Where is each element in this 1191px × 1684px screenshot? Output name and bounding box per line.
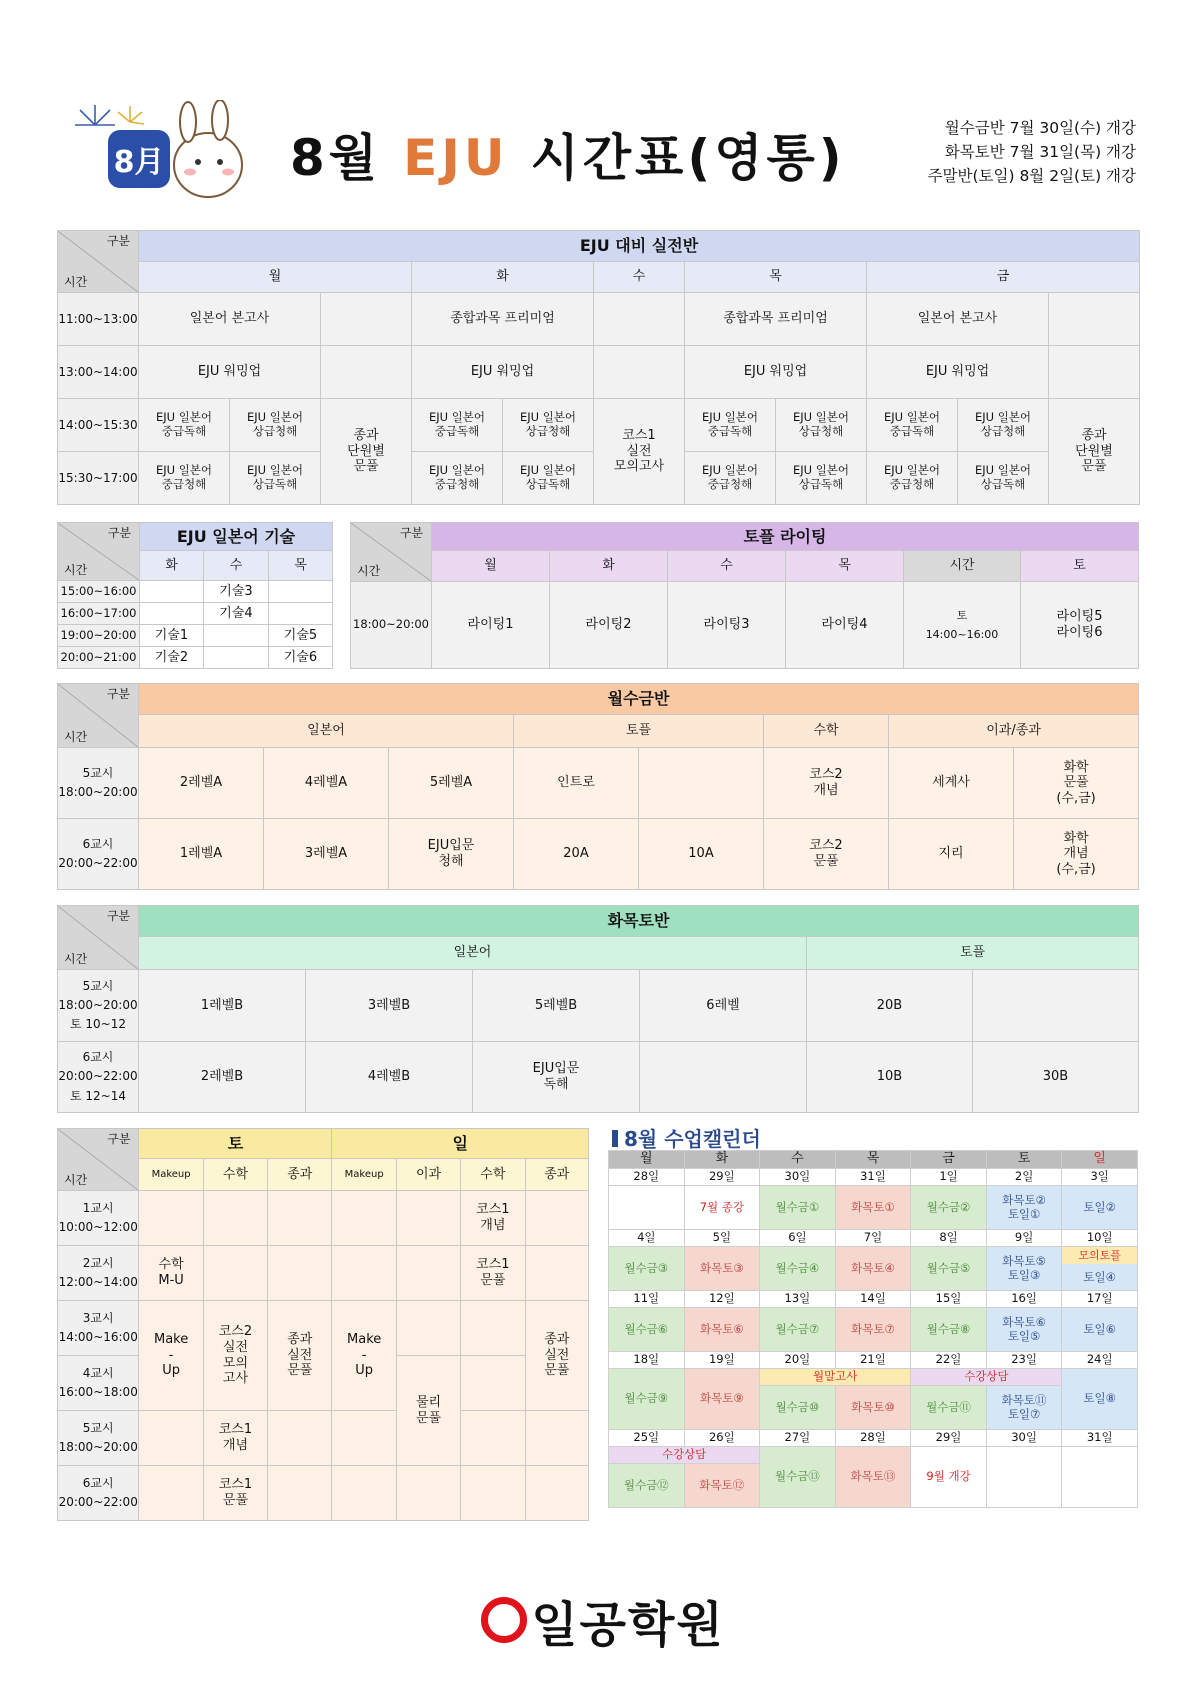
corner-cell [58, 684, 139, 748]
date-label: 28일 [609, 1169, 685, 1186]
date-label: 27일 [760, 1430, 836, 1447]
day-header: 시간 [904, 551, 1021, 582]
date-label: 24일 [1062, 1352, 1138, 1369]
weekday-header: 일 [1062, 1151, 1138, 1169]
day-header: 월 [432, 551, 550, 582]
class-cell: 라이팅5 라이팅6 [1021, 582, 1139, 669]
empty-cell [268, 1246, 332, 1301]
empty-cell [1049, 346, 1140, 399]
table-title: EJU 일본어 기술 [140, 523, 333, 551]
weekday-header: 월 [609, 1151, 685, 1169]
class-cell: 1레벨B [139, 970, 306, 1042]
august-calendar [608, 1150, 1138, 1508]
class-cell: EJU 일본어 상급독해 [230, 452, 321, 505]
class-cell: 물리 문풀 [396, 1356, 460, 1466]
date-label: 29일 [911, 1430, 987, 1447]
sigan-label: 시간 [64, 951, 88, 966]
calendar-cell: 토일⑥ [1062, 1308, 1138, 1352]
date-label: 16일 [986, 1291, 1062, 1308]
weekday-header: 목 [835, 1151, 911, 1169]
empty-cell [525, 1411, 588, 1466]
corner-cell [58, 1129, 139, 1191]
table-title: 화목토반 [139, 906, 1139, 937]
class-cell: Make - Up [139, 1301, 203, 1411]
sub-header: Makeup [332, 1159, 396, 1191]
calendar-cell: 토일⑧ [1062, 1369, 1138, 1430]
empty-cell [140, 581, 204, 603]
class-cell: 3레벨B [306, 970, 473, 1042]
class-cell: EJU 일본어 중급청해 [685, 452, 776, 505]
empty-cell [139, 1191, 203, 1246]
class-cell: EJU 일본어 상급청해 [776, 399, 867, 452]
calendar-cell: 월수금⑪ [911, 1386, 987, 1430]
time-cell: 4교시 16:00~18:00 [58, 1356, 139, 1411]
empty-cell [203, 1246, 267, 1301]
date-label: 14일 [835, 1291, 911, 1308]
date-label: 21일 [835, 1352, 911, 1369]
empty-cell [525, 1246, 588, 1301]
empty-cell [332, 1191, 396, 1246]
empty-cell [396, 1191, 460, 1246]
calendar-cell: 월수금⑧ [911, 1308, 987, 1352]
calendar-cell: 월수금② [911, 1186, 987, 1230]
sub-header: 종과 [268, 1159, 332, 1191]
time-cell: 1교시 10:00~12:00 [58, 1191, 139, 1246]
corner-cell [58, 523, 140, 581]
class-cell: 화학 개념 (수,금) [1014, 819, 1139, 890]
class-cell: 기술5 [269, 625, 333, 647]
day-header: 수 [204, 551, 269, 581]
date-label: 19일 [684, 1352, 760, 1369]
day-header: 화 [140, 551, 204, 581]
title-suffix: 시간표(영통) [530, 129, 846, 187]
date-label: 18일 [609, 1352, 685, 1369]
calendar-cell: 7월 종강 [684, 1186, 760, 1230]
time-cell: 6교시 20:00~22:00 [58, 819, 139, 890]
empty-cell [139, 1411, 203, 1466]
day-header: 금 [867, 262, 1140, 293]
firework-icon [75, 105, 115, 125]
calendar-cell: 월수금① [760, 1186, 836, 1230]
month-exam-banner: 월말고사 [760, 1369, 911, 1386]
date-label: 26일 [684, 1430, 760, 1447]
eju-practice-table [57, 230, 1140, 505]
sub-header: Makeup [139, 1159, 203, 1191]
class-cell: 2레벨A [139, 748, 264, 819]
time-cell: 14:00~15:30 [58, 399, 139, 452]
class-cell: EJU 워밍업 [867, 346, 1049, 399]
calendar-cell: 화목토⑫ [684, 1464, 760, 1508]
date-label: 30일 [760, 1169, 836, 1186]
time-cell: 5교시 18:00~20:00 [58, 1411, 139, 1466]
class-cell: 3레벨A [264, 819, 389, 890]
class-cell: EJU 워밍업 [139, 346, 321, 399]
class-cell: EJU 일본어 상급독해 [503, 452, 594, 505]
class-cell: 4레벨A [264, 748, 389, 819]
corner-cell [58, 231, 139, 293]
empty-cell [203, 1191, 267, 1246]
calendar-cell [1062, 1247, 1138, 1291]
empty-cell [461, 1356, 525, 1411]
calendar-cell [986, 1447, 1062, 1508]
class-cell [639, 748, 764, 819]
class-cell: 종합과목 프리미엄 [412, 293, 594, 346]
class-cell: 일본어 본고사 [139, 293, 321, 346]
class-cell: 10B [807, 1042, 973, 1113]
calendar-cell: 월수금⑫ [609, 1464, 685, 1508]
sub-header: 이과 [396, 1159, 460, 1191]
class-cell: 4레벨B [306, 1042, 473, 1113]
calendar-cell: 화목토⑪ 토일⑦ [986, 1386, 1062, 1430]
date-label: 25일 [609, 1430, 685, 1447]
class-cell: EJU 일본어 중급청해 [412, 452, 503, 505]
class-cell: 세계사 [889, 748, 1014, 819]
class-cell: 코스2 개념 [764, 748, 889, 819]
date-label: 17일 [1062, 1291, 1138, 1308]
sun-header: 일 [332, 1129, 589, 1159]
calendar-cell: 월수금⑥ [609, 1308, 685, 1352]
title-eju: EJU [403, 129, 509, 187]
subject-header: 토플 [807, 937, 1139, 970]
sigan-label: 시간 [64, 562, 88, 577]
corner-cell [351, 523, 432, 582]
gubun-label: 구분 [106, 909, 130, 923]
month-badge-logo [60, 100, 250, 210]
empty-cell [332, 1246, 396, 1301]
gubun-label: 구분 [107, 1132, 131, 1146]
class-cell: EJU입문 독해 [473, 1042, 640, 1113]
logo-circle-icon [481, 1597, 527, 1643]
class-cell: EJU 일본어 상급청해 [958, 399, 1049, 452]
time-cell: 6교시 20:00~22:00 토 12~14 [58, 1042, 139, 1113]
class-cell: EJU 일본어 상급독해 [958, 452, 1049, 505]
date-label: 13일 [760, 1291, 836, 1308]
date-label: 1일 [911, 1169, 987, 1186]
date-label: 2일 [986, 1169, 1062, 1186]
time-cell: 2교시 12:00~14:00 [58, 1246, 139, 1301]
calendar-cell: 화목토③ [684, 1247, 760, 1291]
calendar-cell: 월수금⑨ [609, 1369, 685, 1430]
date-label: 9일 [986, 1230, 1062, 1247]
table-title: 토플 라이팅 [432, 523, 1139, 551]
class-cell: EJU 일본어 상급청해 [503, 399, 594, 452]
class-cell: EJU 워밍업 [685, 346, 867, 399]
class-cell: EJU 일본어 중급독해 [412, 399, 503, 452]
class-cell: 코스1 문풀 [203, 1466, 267, 1521]
day-header: 목 [269, 551, 333, 581]
class-cell [640, 1042, 807, 1113]
empty-cell [396, 1301, 460, 1356]
class-cell: 기술2 [140, 647, 204, 669]
date-label: 31일 [1062, 1430, 1138, 1447]
date-label: 12일 [684, 1291, 760, 1308]
empty-cell [269, 603, 333, 625]
subject-header: 이과/종과 [889, 715, 1139, 748]
calendar-cell: 화목토⑥ 토일⑤ [986, 1308, 1062, 1352]
calendar-cell: 9월 개강 [911, 1447, 987, 1508]
mwf-class-table [57, 683, 1139, 890]
weekday-header: 수 [760, 1151, 836, 1169]
calendar-cell: 화목토⑦ [835, 1308, 911, 1352]
empty-cell [396, 1466, 460, 1521]
sigan-label: 시간 [64, 274, 88, 289]
class-cell: 2레벨B [139, 1042, 306, 1113]
bunny-icon [174, 100, 242, 197]
sigan-label: 시간 [357, 563, 381, 578]
table-title: 월수금반 [139, 684, 1139, 715]
calendar-cell: 화목토⑬ [835, 1447, 911, 1508]
empty-cell [461, 1301, 525, 1356]
class-cell: 종합과목 프리미엄 [685, 293, 867, 346]
class-cell: EJU 일본어 상급청해 [230, 399, 321, 452]
empty-cell [268, 1411, 332, 1466]
empty-cell [594, 293, 685, 346]
table-title: EJU 대비 실전반 [139, 231, 1140, 262]
sat-time: 14:00~16:00 [925, 628, 999, 641]
time-cell: 16:00~17:00 [58, 603, 140, 625]
class-cell: 30B [973, 1042, 1139, 1113]
class-cell: EJU 일본어 중급독해 [685, 399, 776, 452]
time-cell: 20:00~21:00 [58, 647, 140, 669]
subject-header: 일본어 [139, 715, 514, 748]
class-cell: Make - Up [332, 1301, 396, 1411]
gubun-label: 구분 [107, 526, 131, 540]
class-cell: 라이팅2 [550, 582, 668, 669]
day-header: 목 [786, 551, 904, 582]
class-cell [973, 970, 1139, 1042]
calendar-cell: 화목토① [835, 1186, 911, 1230]
time-cell: 11:00~13:00 [58, 293, 139, 346]
subject-header: 일본어 [139, 937, 807, 970]
time-cell: 6교시 20:00~22:00 [58, 1466, 139, 1521]
calendar-cell: 월수금③ [609, 1247, 685, 1291]
class-cell: 코스1 개념 [203, 1411, 267, 1466]
sat-header: 토 [139, 1129, 332, 1159]
calendar-cell: 화목토⑤ 토일③ [986, 1247, 1062, 1291]
class-cell: 6레벨 [640, 970, 807, 1042]
sat-time-cell [904, 582, 1021, 669]
date-label: 31일 [835, 1169, 911, 1186]
class-cell: 코스1 개념 [461, 1191, 525, 1246]
calendar-title [612, 1123, 761, 1152]
date-label: 15일 [911, 1291, 987, 1308]
class-cell: EJU 일본어 중급독해 [139, 399, 230, 452]
empty-cell [268, 1466, 332, 1521]
date-label: 4일 [609, 1230, 685, 1247]
empty-cell [332, 1411, 396, 1466]
time-cell: 19:00~20:00 [58, 625, 140, 647]
calendar-cell: 토일② [1062, 1186, 1138, 1230]
time-cell: 5교시 18:00~20:00 [58, 748, 139, 819]
empty-cell [321, 346, 412, 399]
day-header: 토 [1021, 551, 1139, 582]
empty-cell [269, 581, 333, 603]
day-header: 화 [550, 551, 668, 582]
weekend-class-table [57, 1128, 589, 1521]
date-label: 10일 [1062, 1230, 1138, 1247]
empty-cell [525, 1466, 588, 1521]
class-cell: 코스1 실전 모의고사 [594, 399, 685, 505]
day-header: 목 [685, 262, 867, 293]
empty-cell [525, 1191, 588, 1246]
gubun-label: 구분 [399, 526, 423, 540]
time-cell: 5교시 18:00~20:00 토 10~12 [58, 970, 139, 1042]
sat-label: 토 [956, 608, 968, 622]
class-cell: EJU 일본어 중급독해 [867, 399, 958, 452]
class-cell: 5레벨A [389, 748, 514, 819]
sigan-label: 시간 [64, 729, 88, 744]
date-label: 28일 [835, 1430, 911, 1447]
date-label: 23일 [986, 1352, 1062, 1369]
academy-name: 일공학원 [531, 1596, 725, 1653]
class-cell: 기술4 [204, 603, 269, 625]
calendar-cell [1062, 1447, 1138, 1508]
consultation-banner: 수강상담 [911, 1369, 1062, 1386]
class-cell: 기술6 [269, 647, 333, 669]
empty-cell [140, 603, 204, 625]
calendar-cell: 월수금④ [760, 1247, 836, 1291]
class-cell: 기술1 [140, 625, 204, 647]
subject-header: 토플 [514, 715, 764, 748]
date-label: 7일 [835, 1230, 911, 1247]
date-label: 29일 [684, 1169, 760, 1186]
empty-cell [268, 1191, 332, 1246]
time-cell: 15:30~17:00 [58, 452, 139, 505]
academy-logo [478, 1590, 728, 1653]
class-cell: 화학 문풀 (수,금) [1014, 748, 1139, 819]
sub-header: 수학 [461, 1159, 525, 1191]
calendar-cell: 월수금⑤ [911, 1247, 987, 1291]
time-cell: 13:00~14:00 [58, 346, 139, 399]
class-cell: 라이팅1 [432, 582, 550, 669]
day-header: 월 [139, 262, 412, 293]
time-cell: 18:00~20:00 [351, 582, 432, 669]
calendar-cell [609, 1186, 685, 1230]
corner-cell [58, 906, 139, 970]
date-label: 6일 [760, 1230, 836, 1247]
opening-line: 화목토반 7월 31일(목) 개강 [944, 143, 1136, 161]
title-bar-icon [612, 1130, 618, 1147]
date-label: 11일 [609, 1291, 685, 1308]
firework-icon-2 [118, 106, 144, 124]
class-cell: 종과 단원별 문풀 [321, 399, 412, 505]
empty-cell [321, 293, 412, 346]
calendar-cell: 화목토⑨ [684, 1369, 760, 1430]
class-cell: EJU 일본어 상급독해 [776, 452, 867, 505]
class-cell: 20B [807, 970, 973, 1042]
class-cell: 종과 실전 문풀 [525, 1301, 588, 1411]
calendar-cell: 월수금⑦ [760, 1308, 836, 1352]
time-cell: 3교시 14:00~16:00 [58, 1301, 139, 1356]
time-cell: 15:00~16:00 [58, 581, 140, 603]
class-cell: 기술3 [204, 581, 269, 603]
class-cell: 20A [514, 819, 639, 890]
gubun-label: 구분 [106, 687, 130, 701]
class-cell: EJU 워밍업 [412, 346, 594, 399]
sub-header: 종과 [525, 1159, 588, 1191]
class-cell: 1레벨A [139, 819, 264, 890]
sub-header: 수학 [203, 1159, 267, 1191]
class-cell: 코스2 실전 모의 고사 [203, 1301, 267, 1411]
title-month: 8월 [290, 129, 382, 187]
day-header: 수 [668, 551, 786, 582]
class-cell: EJU 일본어 중급청해 [867, 452, 958, 505]
class-cell: 수학 M-U [139, 1246, 203, 1301]
weekday-header: 화 [684, 1151, 760, 1169]
day-header: 화 [412, 262, 594, 293]
date-label: 20일 [760, 1352, 836, 1369]
calendar-cell: 월수금⑬ [760, 1447, 836, 1508]
class-cell: 라이팅4 [786, 582, 904, 669]
empty-cell [139, 1466, 203, 1521]
class-cell: 종과 실전 문풀 [268, 1301, 332, 1411]
page-title [290, 118, 846, 190]
class-cell: 지리 [889, 819, 1014, 890]
class-cell: 종과 단원별 문풀 [1049, 399, 1140, 505]
calendar-cell: 화목토⑩ [835, 1386, 911, 1430]
empty-cell [396, 1246, 460, 1301]
class-cell: EJU 일본어 중급청해 [139, 452, 230, 505]
empty-cell [461, 1411, 525, 1466]
date-label: 3일 [1062, 1169, 1138, 1186]
empty-cell [461, 1466, 525, 1521]
date-label: 22일 [911, 1352, 987, 1369]
gubun-label: 구분 [106, 234, 130, 248]
class-cell: 5레벨B [473, 970, 640, 1042]
class-cell: 인트로 [514, 748, 639, 819]
date-label: 8일 [911, 1230, 987, 1247]
opening-line: 주말반(토일) 8월 2일(토) 개강 [927, 167, 1136, 185]
mock-toefl-banner: 모의토플 [1062, 1247, 1137, 1264]
class-cell: 코스2 문풀 [764, 819, 889, 890]
date-label: 5일 [684, 1230, 760, 1247]
opening-dates [928, 116, 1136, 188]
sigan-label: 시간 [64, 1172, 88, 1187]
calendar-cell: 화목토④ [835, 1247, 911, 1291]
calendar-cell: 화목토⑥ [684, 1308, 760, 1352]
date-label: 30일 [986, 1430, 1062, 1447]
weekday-header: 금 [911, 1151, 987, 1169]
eju-writing-table [57, 522, 333, 669]
subject-header: 수학 [764, 715, 889, 748]
empty-cell [204, 647, 269, 669]
toefl-writing-table [350, 522, 1139, 669]
opening-line: 월수금반 7월 30일(수) 개강 [944, 119, 1136, 137]
class-cell: 10A [639, 819, 764, 890]
calendar-cell: 화목토② 토일① [986, 1186, 1062, 1230]
badge-month-text: 8月 [113, 145, 165, 180]
calendar-cell: 월수금⑩ [760, 1386, 836, 1430]
class-cell: 코스1 문풀 [461, 1246, 525, 1301]
class-cell: 일본어 본고사 [867, 293, 1049, 346]
consultation-banner: 수강상담 [609, 1447, 760, 1464]
class-cell: EJU입문 청해 [389, 819, 514, 890]
empty-cell [332, 1466, 396, 1521]
empty-cell [204, 625, 269, 647]
day-header: 수 [594, 262, 685, 293]
empty-cell [594, 346, 685, 399]
tts-class-table [57, 905, 1139, 1113]
weekday-header: 토 [986, 1151, 1062, 1169]
empty-cell [1049, 293, 1140, 346]
calendar-cell-text: 토일④ [1083, 1270, 1116, 1284]
class-cell: 라이팅3 [668, 582, 786, 669]
calendar-title-text: 8월 수업캘린더 [624, 1127, 761, 1151]
